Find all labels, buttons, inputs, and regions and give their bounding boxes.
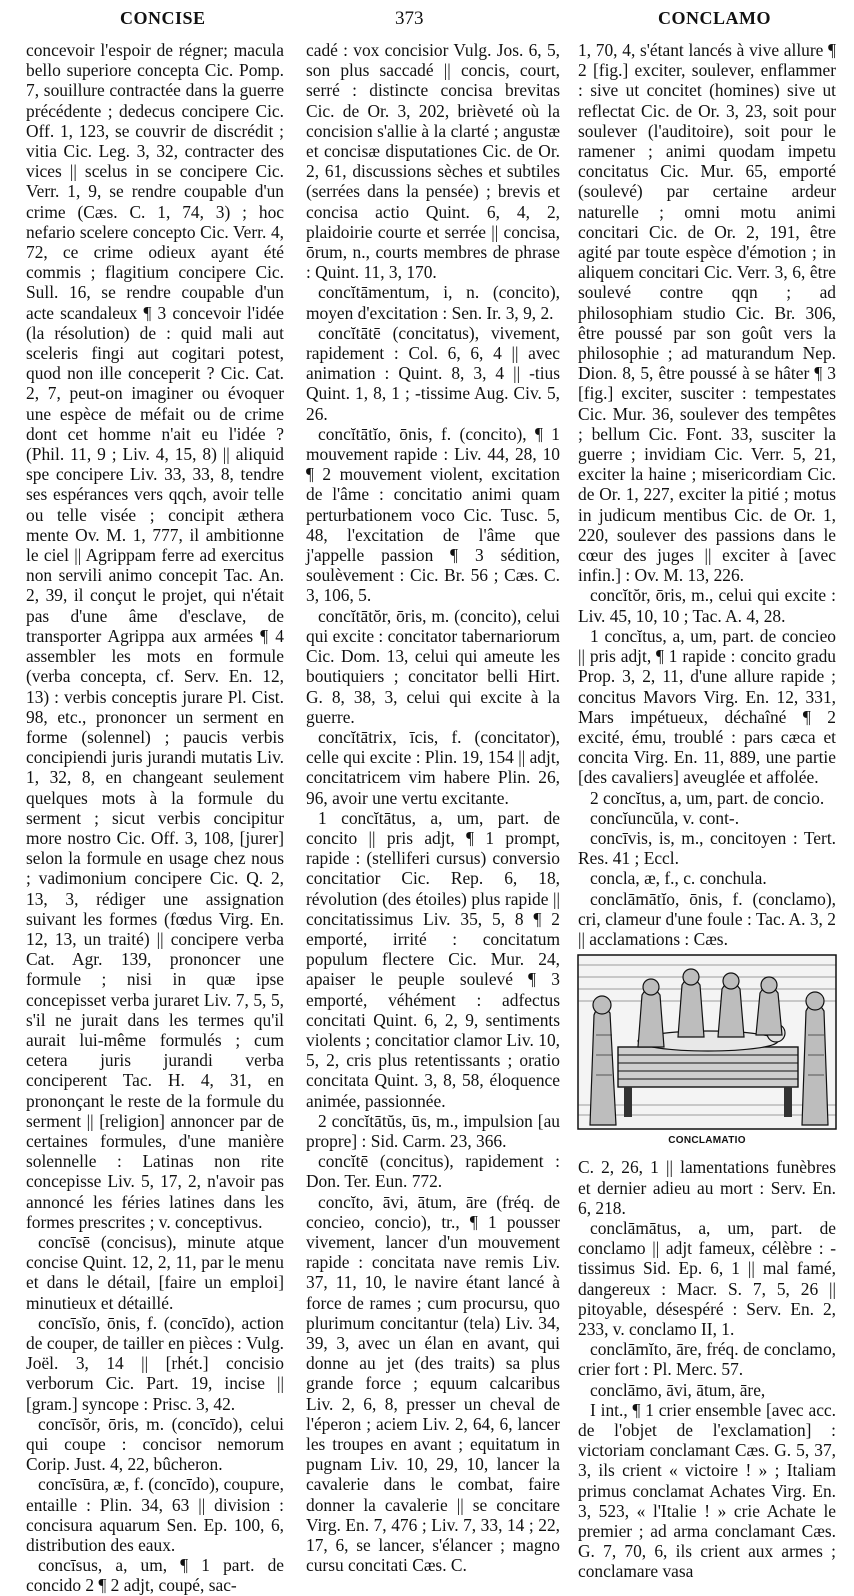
entry-conclamatio: conclāmātĭo, ōnis, f. (conclamo), cri, clameur d'une foule : Tac. A. 3, 2 || acclamations : Cæs.	[578, 888, 836, 949]
entry-concitor: concĭtŏr, ōris, m., celui qui excite : Liv. 45, 10, 10 ; Tac. A. 4, 28.	[578, 585, 836, 626]
entry-concla: concla, æ, f., c. conchula.	[590, 868, 767, 889]
column-middle	[306, 40, 560, 1576]
conclamatio-illustration	[578, 955, 836, 1129]
entry-concito: concĭto, āvi, ātum, āre (fréq. de concieo, concio), tr., ¶ 1 pousser vivement, lancer d'un mouvement rapide : concitata nave remis Liv. 37, 11, 10, le navire étant lancé à force de rames ; cum procursu, quo plurimum concitantur (tela) Liv. 34, 39, 3, avec un élan en avant, qui donne au jet (des traits) sa plus grande force ; equum calcaribus Liv. 2, 6, 8, presser un cheval de l'éperon ; aciem Liv. 2, 64, 6, lancer les troupes en avant ; equitatum in pugnam Liv. 10, 29, 10, lancer la cavalerie dans le combat, faire donner la cavalerie || se concitare Virg. En. 7, 476 ; Liv. 7, 33, 14 ; 22, 17, 6, se lancer, s'élancer ; magno cursu concitati Cæs. C.	[306, 1191, 560, 1576]
entry-concipio-continued: concevoir l'espoir de régner; macula bello superiore concepta Cic. Pomp. 7, souillure contractée dans la guerre précédente ; dedecus concipere Cic. Off. 1, 123, se couvrir de discrédit ; vitia Cic. Leg. 3, 32, contracter des vices || scelus in se concipere Cic. Verr. 1, 9, se rendre coupable d'un crime (Cæs. C. 1, 74, 3) ; hoc nefario scelere concepto Cic. Verr. 4, 72, ce crime odieux ayant été commis ; flagitium concipere Cic. Sull. 16, se rendre coupable d'un acte scandaleux ¶ 3 concevoir l'idée (la résolution) de : quid mali aut sceleris fingi aut cogitari potest, quod non ille conceperit ? Cic. Cat. 2, 7, peut-on imaginer ou évoquer une espèce de méfait ou de crime dont cet homme n'ait eu l'idée ? (Phil. 11, 9 ; Liv. 4, 15, 8) || aliquid spe concipere Liv. 33, 33, 8, tendre ses espérances vers qqch, avoir telle ou telle visée ; concipit æthera mente Ov. M. 1, 777, il ambitionne le ciel || Agrippam ferre ad exercitus non servili animo concepit Tac. An. 2, 39, il conçut le projet, qui n'était pas d'une âme d'esclave, de transporter Agrippa aux armées ¶ 4 assembler les mots en formule (verba concepta, cf. Serv. En. 12, 13) : verbis conceptis jurare Pl. Cist. 98, etc., prononcer un serment en forme (solennel) ; paucis verbis concipiendi juris jurandi mutatis Liv. 1, 32, 8, en changeant seulement quelques mots à la formule du serment ; sicut verbis concipitur more nostro Cic. Off. 3, 108, [jurer] selon la formule en usage chez nous ; vadimonium concipere Cic. Q. 2, 13, 3, rédiger une assignation suivant les formes (fœdus Virg. En. 12, 13, un traité) || concipere verba Cat. Agr. 139, prononcer une formule ; nisi in quæ ipse concepisset verba juraret Liv. 7, 5, 5, s'il ne jurait dans les termes qu'il aurait lui-même formulés ; cum cetera juris jurandi verba conciperent Tac. H. 4, 31, en prononçant le reste de la formule du serment || [religion] annoncer par de certaines formules, d'une manière solennelle : Latinas non rite concepisse Liv. 5, 17, 2, n'avoir pas annoncé les féries latines dans les formes prescrites ; v. conceptivus.	[26, 40, 284, 1232]
entry-concitator: concĭtātŏr, ōris, m. (concito), celui qui excite : concitator tabernariorum Cic. Dom. 13, celui qui ameute les boutiquiers ; concitator belli Hirt. G. 8, 38, 3, celui qui excite à la guerre.	[306, 605, 560, 727]
figure-caption: CONCLAMATIO	[668, 1135, 746, 1147]
entry-concitate: concĭtātē (concitatus), vivement, rapidement : Col. 6, 6, 4 || avec animation : Quint. 8, 3, 4 || -tius Quint. 1, 8, 1 ; -tissime Aug. Civ. 5, 26.	[306, 322, 560, 424]
entry-concitatus-1: 1 concĭtātus, a, um, part. de concito || pris adjt, ¶ 1 prompt, rapide : (stelliferi cursus) conversio concitatior Cic. Rep. 6, 18, révolution (des étoiles) plus rapide || concitatissimus Liv. 35, 5, 8 ¶ 2 emporté, irrité : concitatum populum flectere Cic. Mur. 24, apaiser le peuple soulevé ¶ 3 emporté, véhément : adfectus concitati Quint. 6, 2, 9, sentiments violents ; concitatior clamor Liv. 10, 5, 2, cris plus retentissants ; oratio concitata Quint. 3, 8, 58, éloquence animée, passionnée.	[306, 807, 560, 1111]
entry-concitatio: concĭtātĭo, ōnis, f. (concito), ¶ 1 mouvement rapide : Liv. 44, 28, 10 ¶ 2 mouvement violent, excitation de l'âme : concitatio animi quam perturbationem voco Cic. Tusc. 5, 48, l'excitation de l'âme que j'appelle passion ¶ 3 sédition, soulèvement : Cic. Br. 56 ; Cæs. C. 3, 106, 5.	[306, 423, 560, 606]
entry-conclamo: conclāmo, āvi, ātum, āre,	[590, 1379, 766, 1400]
column-left	[26, 40, 284, 1596]
entry-concite: concĭtē (concitus), rapidement : Don. Ter. Eun. 772.	[306, 1151, 560, 1192]
engraving-image	[578, 955, 836, 1129]
header-left-guideword: CONCISE	[120, 8, 206, 28]
entry-concisus-continued: cadé : vox concisior Vulg. Jos. 6, 5, son plus saccadé || concis, court, serré : distincte concisa brevitas Cic. de Or. 3, 202, brièveté où la concision s'allie à la clarté ; angustæ et concisæ disputationes Cic. de Or. 2, 61, discussions sèches et subtiles (serrées dans la pensée) ; brevis et concisa actio Quint. 6, 4, 2, plaidoirie courte et serrée || concisa, ōrum, n., courts membres de phrase : Quint. 11, 3, 170.	[306, 40, 560, 283]
entry-concito-continued: 1, 70, 4, s'étant lancés à vive allure ¶ 2 [fig.] exciter, soulever, enflammer : sive ut concitet (homines) sive ut reflectat Cic. de Or. 3, 23, soit pour soulever (l'auditoire), soit pour le ramener ; animi quodam impetu concitatus Cic. Mur. 65, emporté (soulevé) par certaine ardeur naturelle ; omni motu animi concitari Cic. de Or. 2, 191, être agité par toute espèce d'émotion ; in aliquem concitari Cic. Verr. 3, 6, être soulevé contre qqn ; ad philosophiam studio Cic. Br. 306, être poussé par son goût vers la philosophie ; ad maturandum Nep. Dion. 8, 5, être poussé à se hâter ¶ 3 [fig.] exciter, susciter : tempestates Cic. Mur. 36, soulever des tempêtes ; bellum Cic. Font. 33, susciter la guerre ; invidiam Cic. Verr. 5, 21, exciter la haine ; misericordiam Cic. de Or. 1, 227, exciter la pitié ; motus in judicum mentibus Cic. de Or. 1, 220, soulever des passions dans le cœur des juges || exciter à [avec infin.] : Ov. M. 13, 226.	[578, 40, 836, 586]
entry-concitatus-2: 2 concĭtātŭs, ūs, m., impulsion [au propre] : Sid. Carm. 23, 366.	[306, 1110, 560, 1151]
entry-concisio: concīsĭo, ōnis, f. (concīdo), action de couper, de tailler en pièces : Vulg. Joël. 3, 14 || [rhét.] concisio verborum Cic. Part. 19, incise || [gram.] syncope : Prisc. 3, 42.	[26, 1312, 284, 1414]
entry-concitamentum: concĭtāmentum, i, n. (concito), moyen d'excitation : Sen. Ir. 3, 9, 2.	[306, 282, 560, 323]
entry-conclamito: conclāmĭto, āre, fréq. de conclamo, crier fort : Pl. Merc. 57.	[578, 1339, 836, 1380]
entry-conclamo-sense-1: I int., ¶ 1 crier ensemble [avec acc. de l'objet de l'exclamation] : victoriam conclamant Cæs. G. 5, 37, 3, ils crient « victoire ! » ; Italiam primus conclamat Achates Virg. En. 3, 523, « l'Italie ! » crie Achate le premier ; ad arma conclamant Cæs. G. 7, 70, 6, ils crient aux armes ; conclamare vasa	[578, 1399, 836, 1582]
entry-conclamatus: conclāmātus, a, um, part. de conclamo || adjt fameux, célèbre : -tissimus Sid. Ep. 6, 1 || mal famé, dangereux : Macr. S. 7, 5, 26 || pitoyable, désespéré : Serv. En. 2, 233, v. conclamo II, 1.	[578, 1217, 836, 1339]
entry-concise: concīsē (concisus), minute atque concise Quint. 12, 2, 11, par le menu et dans le détail, [faire un emploi] minutieux et détaillé.	[26, 1231, 284, 1313]
column-right	[578, 40, 836, 1582]
entry-conciuncula: concĭuncŭla, v. cont-.	[590, 807, 740, 828]
entry-concisus: concīsus, a, um, ¶ 1 part. de concido 2 ¶ 2 adjt, coupé, sac-	[26, 1555, 284, 1596]
entry-conclamatio-continued: C. 2, 26, 1 || lamentations funèbres et dernier adieu au mort : Serv. En. 6, 218.	[578, 1157, 836, 1218]
page-number: 373	[395, 8, 424, 29]
running-header	[0, 8, 854, 34]
entry-concisura: concīsūra, æ, f. (concīdo), coupure, entaille : Plin. 34, 63 || division : concisura aquarum Sen. Ep. 100, 6, distribution des eaux.	[26, 1474, 284, 1556]
header-right-guideword: CONCLAMO	[658, 8, 771, 28]
entry-concivis: concīvis, is, m., concitoyen : Tert. Res. 41 ; Eccl.	[578, 827, 836, 869]
entry-concisor: concīsŏr, ōris, m. (concīdo), celui qui coupe : concisor nemorum Corip. Just. 4, 22, bûcheron.	[26, 1413, 284, 1475]
entry-concitus-2: 2 concĭtus, a, um, part. de concio.	[590, 787, 825, 808]
entry-concitus-1: 1 concĭtus, a, um, part. de concieo || pris adjt, ¶ 1 rapide : concito gradu Prop. 3, 2, 11, d'une allure rapide ; concitus Mavors Virg. En. 12, 331, Mars impétueux, déchaîné ¶ 2 excité, ému, troublé : pars cæca et concita Virg. En. 11, 889, une partie [des cavaliers] aveuglée et affolée.	[578, 625, 836, 788]
entry-concitatrix: concĭtātrix, īcis, f. (concitator), celle qui excite : Plin. 19, 154 || adjt, concitatricem vim habere Plin. 26, 96, avoir une vertu excitante.	[306, 726, 560, 808]
